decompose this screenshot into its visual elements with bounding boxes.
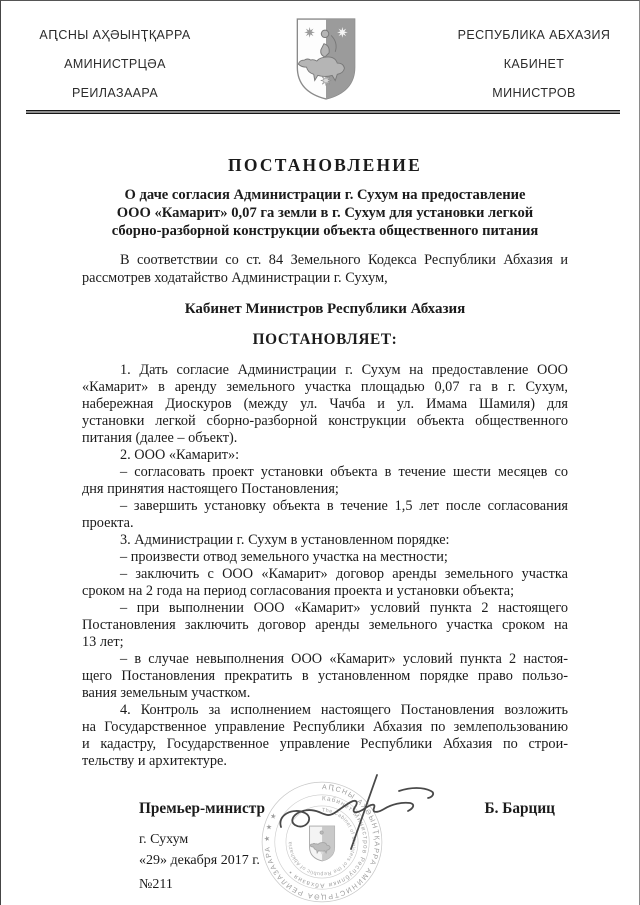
letterhead-line: КАБИНЕТ xyxy=(503,57,565,71)
body-paragraph: – в случае невыполнения ООО «Камарит» условий пункта 2 настоя- щего Постановления прекратить в установленном порядке право пользо- вания земельным участком. xyxy=(82,651,568,701)
letterhead-line: РЕИЛАЗААРА xyxy=(71,86,159,100)
stamp-ring-inner-text: The Cabinet of Ministers of the Republic of Abkhazia xyxy=(287,807,357,877)
body-paragraph: 3. Администрации г. Сухум в установленном порядке: xyxy=(120,532,450,548)
body-paragraph: 2. ООО «Камарит»: xyxy=(120,447,240,463)
body-paragraph: 1. Дать согласие Администрации г. Сухум на предоставление ООО «Камарит» в аренду земельного участка площадью 0,07 га в г. Сухум, набережная Диоскуров (между ул. Чачба и ул. Имама Шамиля) для установки легкой сборно-разборной конструкции объекта общественного питания (далее – объект). xyxy=(82,362,568,446)
signer-title: Премьер-министр xyxy=(139,800,265,817)
signer-name: Б. Барциц xyxy=(484,800,555,817)
document-title: ПОСТАНОВЛЕНИЕ xyxy=(228,155,422,175)
body-paragraph: – заключить с ООО «Камарит» договор аренды земельного участка сроком на 2 года на период согласования проекта и установки объекта; xyxy=(82,566,568,599)
stamp-ring-outer-text: АԤСНЫ АҲӘЫНҬҚАРРА АМИНИСТРЦӘА РЕИЛАЗААРА ★ ★ ★ xyxy=(263,783,381,901)
coat-of-arms-icon xyxy=(293,16,359,102)
issue-date: «29» декабря 2017 г. xyxy=(139,853,260,868)
document-subject: О даче согласия Администрации г. Сухум на предоставление ООО «Камарит» 0,07 га земли в г. Сухум для установки легкой сборно-разборной конструкции объекта общественного питания xyxy=(111,187,539,239)
body-paragraph: – согласовать проект установки объекта в течение шести месяцев со дня принятия настоящего Постановления; xyxy=(82,464,568,497)
stamp-ring-middle-text: Кабинет Министров Республики Абхазия • xyxy=(286,795,369,889)
body-paragraph: – завершить установку объекта в течение 1,5 лет после согласования проекта. xyxy=(82,498,568,531)
letterhead-line: РЕСПУБЛИКА АБХАЗИЯ xyxy=(457,28,611,42)
issuing-authority: Кабинет Министров Республики Абхазия xyxy=(184,301,466,317)
letterhead-line: МИНИСТРОВ xyxy=(492,86,576,100)
star-icon xyxy=(304,27,315,38)
star-icon xyxy=(337,27,348,38)
letterhead-line: АМИНИСТРЦӘА xyxy=(64,57,166,71)
preamble-paragraph: В соответствии со ст. 84 Земельного Кодекса Республики Абхазия и рассмотрев ходатайство Администрации г. Сухум, xyxy=(82,252,568,286)
body-paragraph: – при выполнении ООО «Камарит» условий пункта 2 настоящего Постановления заключить договор аренды земельного участка сроком на 13 лет; xyxy=(82,600,568,650)
document-number: №211 xyxy=(139,877,173,892)
issue-city: г. Сухум xyxy=(139,832,189,847)
letterhead-russian-block xyxy=(444,21,624,108)
letterhead-line: АԤСНЫ АҲӘЫНҬҚАРРА xyxy=(39,28,191,42)
header-divider xyxy=(26,110,620,114)
resolves-heading: ПОСТАНОВЛЯЕТ: xyxy=(252,331,398,348)
letterhead-abkhaz-block xyxy=(25,21,205,108)
body-paragraph: 4. Контроль за исполнением настоящего Постановления возложить на Государственное управление Республики Абхазия по землепользованию и кадастру, Государственное управление Республики Абхазия по строи- тельству и архитектуре. xyxy=(82,702,568,769)
resolution-body xyxy=(82,362,568,770)
body-paragraph: – произвести отвод земельного участка на местности; xyxy=(120,549,448,565)
